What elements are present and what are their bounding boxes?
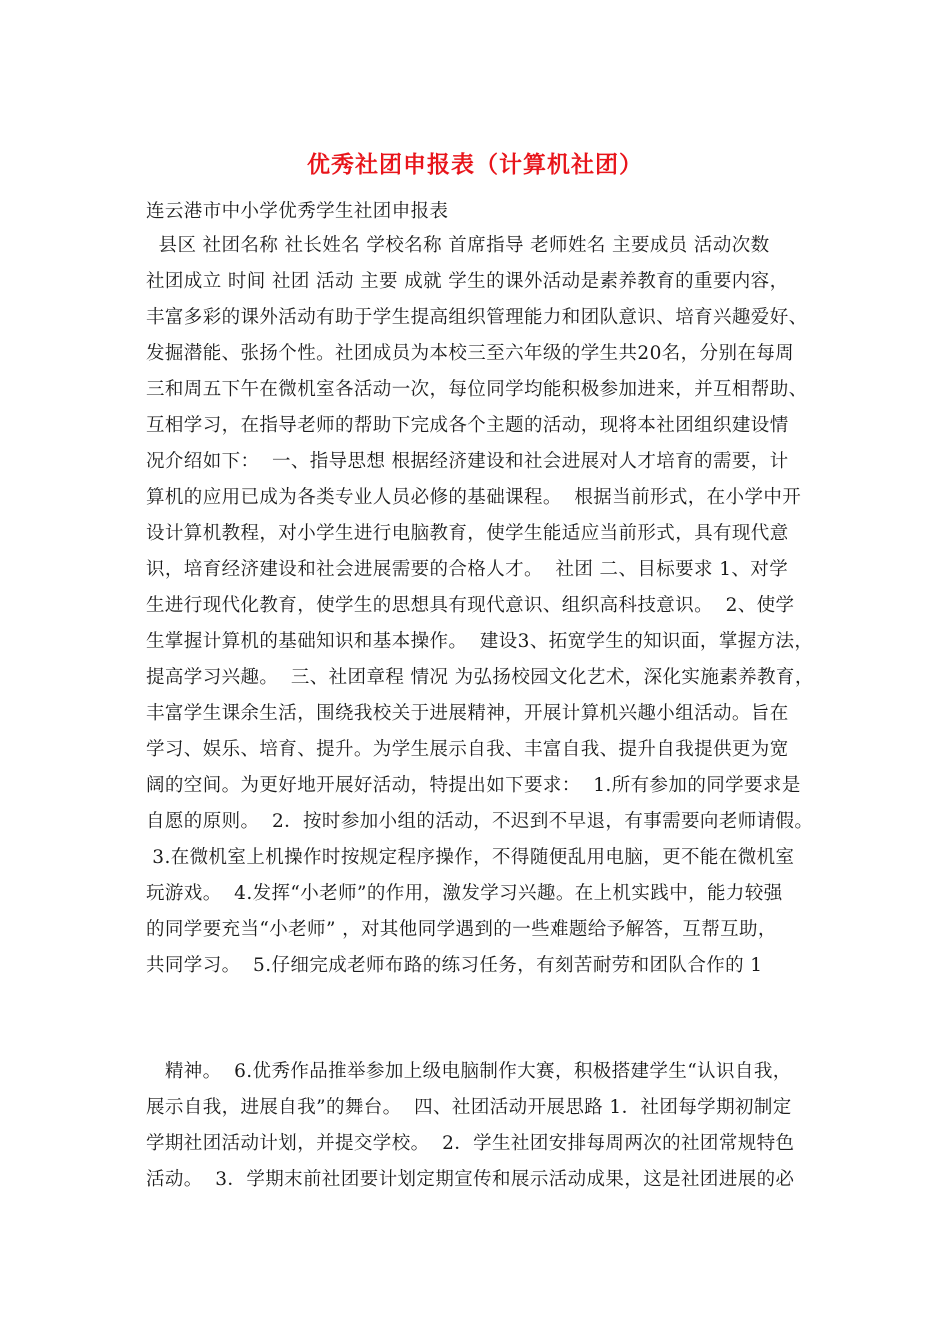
paragraph-line: 况介绍如下： 一、指导思想 根据经济建设和社会进展对人才培育的需要，计 [146,451,789,472]
paragraph-line: 活动。 3．学期末前社团要计划定期宣传和展示活动成果，这是社团进展的必 [146,1169,795,1190]
paragraph-line: 自愿的原则。 2．按时参加小组的活动，不迟到不早退，有事需要向老师请假。 [146,811,814,832]
paragraph-line: 玩游戏。 4.发挥“小老师”的作用，激发学习兴趣。在上机实践中，能力较强 [146,883,783,904]
paragraph-line: 生进行现代化教育，使学生的思想具有现代意识、组织高科技意识。 2、使学 [146,595,795,616]
paragraph-line: 生掌握计算机的基础知识和基本操作。 建设3、拓宽学生的知识面，掌握方法， [146,631,814,652]
paragraph-line: 识，培育经济建设和社会进展需要的合格人才。 社团 二、目标要求 1、对学 [146,559,789,580]
paragraph-line: 展示自我，进展自我”的舞台。 四、社团活动开展思路 1．社团每学期初制定 [146,1097,792,1118]
paragraph-line: 学期社团活动计划，并提交学校。 2．学生社团安排每周两次的社团常规特色 [146,1133,795,1154]
paragraph-line: 三和周五下午在微机室各活动一次，每位同学均能积极参加进来，并互相帮助、 [146,379,808,400]
paragraph-line: 发掘潜能、张扬个性。社团成员为本校三至六年级的学生共20名，分别在每周 [146,343,795,364]
paragraph-line: 提高学习兴趣。 三、社团章程 情况 为弘扬校园文化艺术，深化实施素养教育， [146,667,814,688]
paragraph-line: 丰富学生课余生活，围绕我校关于进展精神，开展计算机兴趣小组活动。旨在 [146,703,789,724]
paragraph-line: 共同学习。 5.仔细完成老师布路的练习任务，有刻苦耐劳和团队合作的 1 [146,955,763,976]
paragraph-line: 设计算机教程，对小学生进行电脑教育，使学生能适应当前形式，具有现代意 [146,523,789,544]
paragraph-line: 学习、娱乐、培育、提升。为学生展示自我、丰富自我、提升自我提供更为宽 [146,739,789,760]
paragraph-line: 3.在微机室上机操作时按规定程序操作，不得随便乱用电脑，更不能在微机室 [146,847,795,868]
document-title: 优秀社团申报表（计算机社团） [307,151,643,178]
paragraph-line: 算机的应用已成为各类专业人员必修的基础课程。 根据当前形式，在小学中开 [146,487,802,508]
paragraph-line: 县区 社团名称 社长姓名 学校名称 首席指导 老师姓名 主要成员 活动次数 [146,235,770,256]
paragraph-line: 丰富多彩的课外活动有助于学生提高组织管理能力和团队意识、培育兴趣爱好、 [146,307,808,328]
paragraph-line: 社团成立 时间 社团 活动 主要 成就 学生的课外活动是素养教育的重要内容， [146,271,789,292]
paragraph-line: 互相学习，在指导老师的帮助下完成各个主题的活动，现将本社团组织建设情 [146,415,789,436]
paragraph-line: 连云港市中小学优秀学生社团申报表 [146,201,449,222]
paragraph-line: 的同学要充当“小老师” ，对其他同学遇到的一些难题给予解答，互帮互助， [146,919,777,940]
paragraph-line: 精神。 6.优秀作品推举参加上级电脑制作大赛，积极搭建学生“认识自我， [146,1061,792,1082]
paragraph-line: 阔的空间。为更好地开展好活动，特提出如下要求： 1.所有参加的同学要求是 [146,775,801,796]
